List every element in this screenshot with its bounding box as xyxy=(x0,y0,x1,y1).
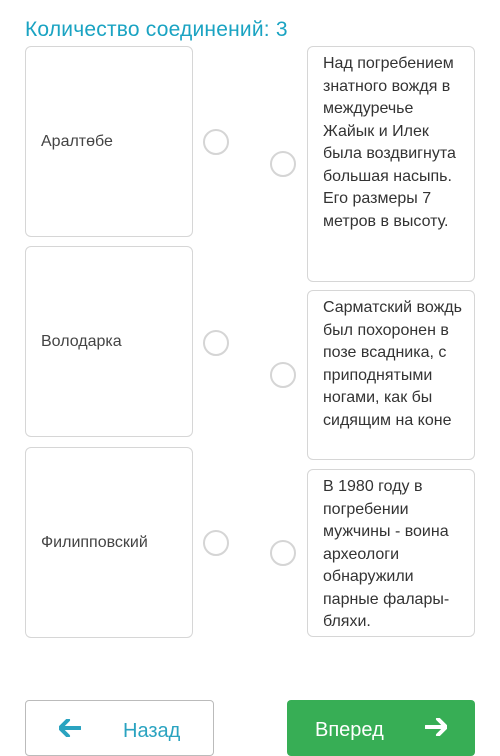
left-item-1[interactable] xyxy=(25,46,193,237)
left-item-label: Володарка xyxy=(41,332,122,350)
right-item-text: Сарматский вождь был похоронен в позе всадника, с приподнятыми ногами, как бы сидящим на коне xyxy=(323,299,462,429)
arrow-right-icon xyxy=(425,718,447,742)
right-connector-3[interactable] xyxy=(270,540,296,566)
left-item-label: Филипповский xyxy=(41,533,148,551)
right-item-3[interactable] xyxy=(307,469,475,637)
right-item-text: Над погребением знатного вождя в междуречье Жайык и Илек была воздвигнута большая насыпь. Его размеры 7 метров в высоту. xyxy=(323,55,456,230)
next-button[interactable] xyxy=(287,700,475,756)
right-item-1[interactable] xyxy=(307,46,475,282)
connections-count-title: Количество соединений: 3 xyxy=(25,18,288,41)
back-button-label: Назад xyxy=(123,720,181,742)
left-connector-1[interactable] xyxy=(203,129,229,155)
left-connector-3[interactable] xyxy=(203,530,229,556)
right-connector-2[interactable] xyxy=(270,362,296,388)
back-button[interactable] xyxy=(25,700,214,756)
right-connector-1[interactable] xyxy=(270,151,296,177)
right-item-text: В 1980 году в погребении мужчины - воина археологи обнаружили парные фалары-бляхи. xyxy=(323,478,450,630)
left-item-2[interactable] xyxy=(25,246,193,437)
left-connector-2[interactable] xyxy=(203,330,229,356)
left-item-3[interactable] xyxy=(25,447,193,638)
next-button-label: Вперед xyxy=(315,719,384,741)
arrow-left-icon xyxy=(59,719,81,743)
left-item-label: Аралтөбе xyxy=(41,132,113,150)
right-item-2[interactable] xyxy=(307,290,475,460)
